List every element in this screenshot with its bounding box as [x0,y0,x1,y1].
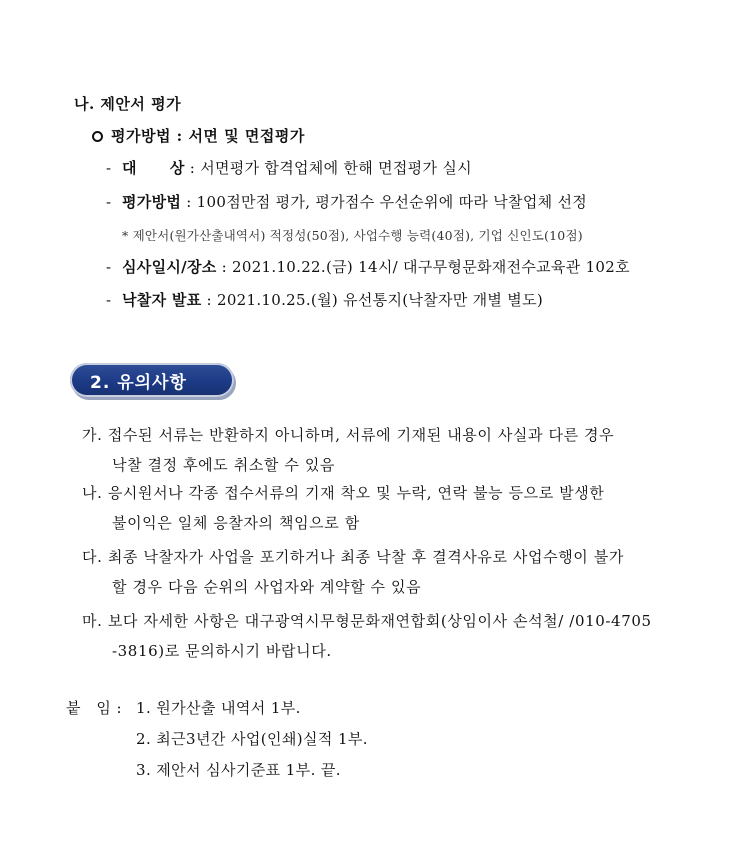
item-method: - 평가방법 : 100점만점 평가, 평가점수 우선순위에 따라 낙찰업체 선정 [106,193,588,211]
item-label: 심사일시/장소 [122,258,217,276]
item-label: 평가방법 [122,193,182,211]
enclosure-item: 1. 원가산출 내역서 1부. [136,699,301,717]
notice-item [82,478,605,538]
item-text: : 서면평가 합격업체에 한해 면접평가 실시 [184,159,472,177]
item-target: - 대 상 : 서면평가 합격업체에 한해 면접평가 실시 [106,159,472,177]
enclosure-item: 2. 최근3년간 사업(인쇄)실적 1부. [136,730,368,748]
circle-bullet-icon [92,131,103,142]
notice-line: 낙찰 결정 후에도 취소할 수 있음 [112,456,336,474]
item-label: 낙찰자 발표 [122,291,202,309]
item-label: 대 상 [122,159,185,177]
item-text: : 2021.10.25.(월) 유선통지(낙찰자만 개별 별도) [201,291,544,309]
enclosure-label: 붙 임 : [66,699,128,717]
notice-line: 가. 접수된 서류는 반환하지 아니하며, 서류에 기재된 내용이 사실과 다른 경우 [82,426,615,444]
notice-line: 나. 응시원서나 각종 접수서류의 기재 착오 및 누락, 연락 불능 등으로 발생한 [82,484,605,502]
section-title: 2. 유의사항 [90,372,187,393]
item-schedule: - 심사일시/장소 : 2021.10.22.(금) 14시/ 대구무형문화재전수교육관 102호 [106,258,630,276]
notice-line: 할 경우 다음 순위의 사업자와 계약할 수 있음 [112,578,422,596]
method-heading-text: 평가방법 : 서면 및 면접평가 [111,127,305,145]
notice-item [82,420,614,480]
enclosure-item: 3. 제안서 심사기준표 1부. 끝. [136,761,341,779]
section-banner [70,363,234,397]
item-announcement: - 낙찰자 발표 : 2021.10.25.(월) 유선통지(낙찰자만 개별 별도) [106,291,544,309]
method-heading [92,125,305,146]
notice-item [82,606,652,666]
notice-line: 다. 최종 낙찰자가 사업을 포기하거나 최종 낙찰 후 결격사유로 사업수행이 불가 [82,548,624,566]
notice-line: 불이익은 일체 응찰자의 책임으로 함 [112,514,360,532]
section-heading: 나. 제안서 평가 [74,95,182,113]
notice-line: -3816)로 문의하시기 바랍니다. [112,642,332,660]
item-text: : 2021.10.22.(금) 14시/ 대구무형문화재전수교육관 102호 [216,258,630,276]
notice-item [82,542,624,602]
score-note: * 제안서(원가산출내역서) 적정성(50점), 사업수행 능력(40점), 기업 신인도(10점) [122,228,583,243]
item-text: : 100점만점 평가, 평가점수 우선순위에 따라 낙찰업체 선정 [181,193,588,211]
notice-line: 마. 보다 자세한 사항은 대구광역시무형문화재연합회(상임이사 손석철/ /010-4705 [82,612,652,630]
